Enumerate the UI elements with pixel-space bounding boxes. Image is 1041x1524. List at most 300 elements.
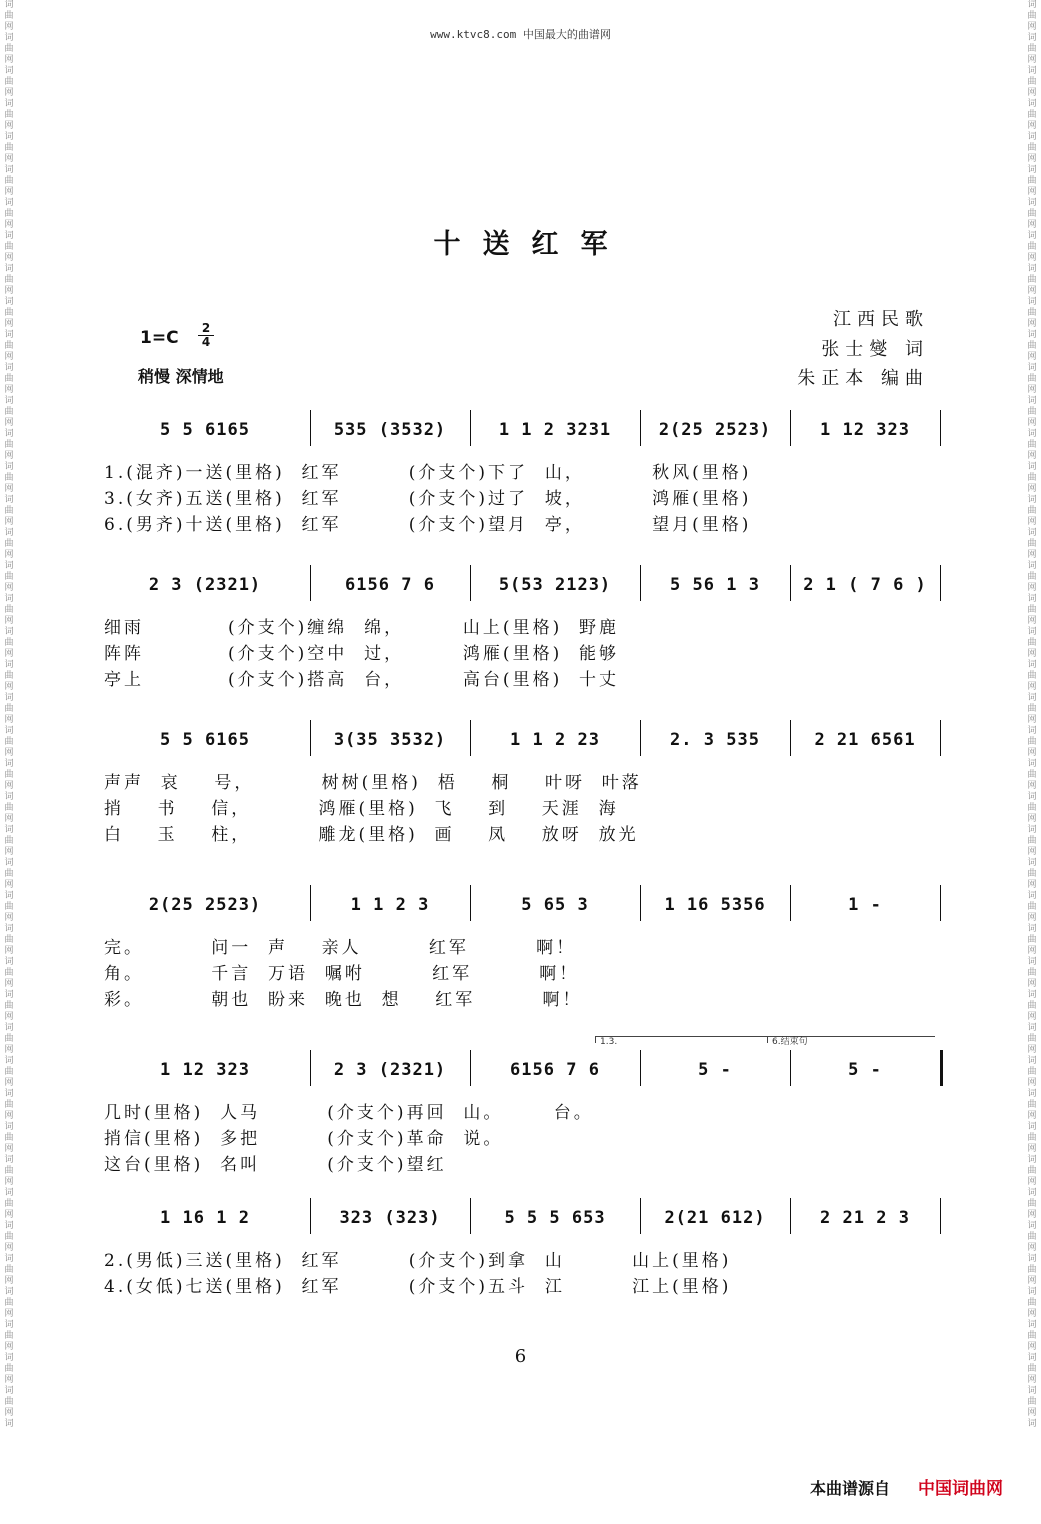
watermark-char: 词 bbox=[4, 462, 14, 472]
measure: 1 1 2 3 bbox=[350, 895, 430, 915]
watermark-char: 曲 bbox=[1027, 1001, 1037, 1011]
watermark-char: 网 bbox=[1027, 682, 1037, 692]
watermark-char: 网 bbox=[4, 550, 14, 560]
watermark-char: 词 bbox=[4, 396, 14, 406]
watermark-char: 网 bbox=[1027, 253, 1037, 263]
measure: 1 12 323 bbox=[160, 1060, 250, 1080]
watermark-char: 网 bbox=[4, 1111, 14, 1121]
watermark-char: 网 bbox=[1027, 847, 1037, 857]
watermark-char: 词 bbox=[1027, 1221, 1037, 1231]
watermark-char: 网 bbox=[1027, 286, 1037, 296]
watermark-char: 曲 bbox=[1027, 836, 1037, 846]
watermark-char: 词 bbox=[1027, 1353, 1037, 1363]
barline bbox=[940, 885, 941, 921]
watermark-char: 网 bbox=[4, 748, 14, 758]
watermark-char: 曲 bbox=[4, 935, 14, 945]
watermark-char: 网 bbox=[1027, 418, 1037, 428]
measure: 2. 3 535 bbox=[670, 730, 760, 750]
watermark-char: 词 bbox=[1027, 792, 1037, 802]
watermark-char: 词 bbox=[1027, 1188, 1037, 1198]
watermark-char: 曲 bbox=[1027, 737, 1037, 747]
barline bbox=[790, 1050, 791, 1086]
watermark-char: 词 bbox=[4, 1089, 14, 1099]
watermark-char: 网 bbox=[1027, 550, 1037, 560]
watermark-char: 词 bbox=[1027, 363, 1037, 373]
barline bbox=[310, 1050, 311, 1086]
measure: 5 65 3 bbox=[521, 895, 589, 915]
watermark-char: 词 bbox=[4, 561, 14, 571]
watermark-char: 网 bbox=[1027, 1144, 1037, 1154]
watermark-char: 网 bbox=[1027, 187, 1037, 197]
barline bbox=[640, 1198, 641, 1234]
watermark-char: 曲 bbox=[4, 242, 14, 252]
watermark-char: 网 bbox=[4, 286, 14, 296]
watermark-char: 网 bbox=[1027, 22, 1037, 32]
measure: 2(25 2523) bbox=[658, 420, 772, 440]
lyric-line: 3.(女齐)五送(里格) 红军 (介支个)过了 坡， 鸿雁(里格) bbox=[104, 489, 752, 509]
measure: 3(35 3532) bbox=[333, 730, 447, 750]
watermark-char: 曲 bbox=[1027, 1331, 1037, 1341]
key-signature: 1=C bbox=[140, 328, 179, 348]
measure: 2 3 (2321) bbox=[148, 575, 262, 595]
watermark-char: 网 bbox=[1027, 814, 1037, 824]
tempo-marking: 稍慢 深情地 bbox=[138, 367, 224, 386]
lyric-line: 6.(男齐)十送(里格) 红军 (介支个)望月 亭， 望月(里格) bbox=[104, 515, 752, 535]
watermark-char: 网 bbox=[1027, 649, 1037, 659]
watermark-char: 曲 bbox=[4, 638, 14, 648]
watermark-char: 曲 bbox=[4, 473, 14, 483]
measure: 535 (3532) bbox=[333, 420, 447, 440]
barline bbox=[310, 885, 311, 921]
watermark-char: 词 bbox=[4, 132, 14, 142]
watermark-char: 词 bbox=[4, 726, 14, 736]
watermark-char: 词 bbox=[4, 1155, 14, 1165]
watermark-char: 词 bbox=[4, 330, 14, 340]
lyric-line: 2.(男低)三送(里格) 红军 (介支个)到拿 山 山上(里格) bbox=[104, 1251, 732, 1271]
watermark-char: 网 bbox=[1027, 1342, 1037, 1352]
watermark-char: 曲 bbox=[1027, 110, 1037, 120]
watermark-char: 网 bbox=[1027, 319, 1037, 329]
barline bbox=[790, 565, 791, 601]
site-header: www.ktvc8.com 中国最大的曲谱网 bbox=[430, 28, 611, 41]
credit-lyricist: 张士燮 词 bbox=[821, 339, 929, 360]
watermark-char: 曲 bbox=[4, 209, 14, 219]
watermark-char: 曲 bbox=[4, 407, 14, 417]
watermark-char: 词 bbox=[1027, 1320, 1037, 1330]
watermark-char: 曲 bbox=[1027, 1133, 1037, 1143]
measure: 5 5 6165 bbox=[160, 730, 250, 750]
barline bbox=[310, 1198, 311, 1234]
watermark-char: 词 bbox=[4, 1221, 14, 1231]
watermark-char: 词 bbox=[4, 924, 14, 934]
lyric-line: 捎信(里格) 多把 (介支个)革命 说。 bbox=[104, 1129, 504, 1149]
watermark-char: 曲 bbox=[4, 11, 14, 21]
watermark-char: 曲 bbox=[4, 143, 14, 153]
watermark-char: 词 bbox=[1027, 594, 1037, 604]
watermark-char: 曲 bbox=[4, 1331, 14, 1341]
watermark-char: 词 bbox=[1027, 297, 1037, 307]
watermark-char: 曲 bbox=[4, 836, 14, 846]
watermark-char: 曲 bbox=[1027, 803, 1037, 813]
watermark-char: 词 bbox=[1027, 858, 1037, 868]
watermark-char: 词 bbox=[4, 825, 14, 835]
watermark-char: 曲 bbox=[4, 572, 14, 582]
measure: 1 1 2 23 bbox=[510, 730, 600, 750]
watermark-char: 词 bbox=[4, 1023, 14, 1033]
watermark-char: 曲 bbox=[1027, 539, 1037, 549]
watermark-char: 曲 bbox=[1027, 1166, 1037, 1176]
notation-row bbox=[100, 410, 940, 450]
measure: 6156 7 6 bbox=[345, 575, 435, 595]
watermark-char: 曲 bbox=[1027, 11, 1037, 21]
watermark-char: 网 bbox=[1027, 616, 1037, 626]
watermark-char: 网 bbox=[4, 385, 14, 395]
watermark-char: 曲 bbox=[4, 44, 14, 54]
watermark-char: 曲 bbox=[4, 671, 14, 681]
watermark-char: 曲 bbox=[1027, 506, 1037, 516]
watermark-char: 网 bbox=[4, 649, 14, 659]
watermark-char: 词 bbox=[4, 627, 14, 637]
watermark-char: 网 bbox=[1027, 913, 1037, 923]
watermark-char: 词 bbox=[1027, 396, 1037, 406]
watermark-char: 词 bbox=[1027, 66, 1037, 76]
watermark-char: 曲 bbox=[4, 1397, 14, 1407]
watermark-char: 网 bbox=[4, 583, 14, 593]
watermark-char: 曲 bbox=[1027, 473, 1037, 483]
watermark-char: 网 bbox=[1027, 1408, 1037, 1418]
barline bbox=[470, 1198, 471, 1234]
watermark-char: 词 bbox=[4, 1287, 14, 1297]
measure: 5 - bbox=[848, 1060, 882, 1080]
watermark-char: 曲 bbox=[4, 803, 14, 813]
watermark-char: 曲 bbox=[4, 539, 14, 549]
watermark-char: 词 bbox=[1027, 759, 1037, 769]
watermark-char: 网 bbox=[4, 1276, 14, 1286]
watermark-char: 词 bbox=[1027, 165, 1037, 175]
watermark-char: 网 bbox=[1027, 781, 1037, 791]
watermark-char: 曲 bbox=[1027, 638, 1037, 648]
song-title: 十送红军 bbox=[433, 229, 630, 260]
measure: 5 5 5 653 bbox=[504, 1208, 606, 1228]
watermark-char: 网 bbox=[4, 1309, 14, 1319]
barline bbox=[640, 885, 641, 921]
watermark-char: 曲 bbox=[4, 1133, 14, 1143]
watermark-char: 曲 bbox=[4, 341, 14, 351]
watermark-char: 网 bbox=[4, 418, 14, 428]
watermark-char: 词 bbox=[4, 429, 14, 439]
watermark-char: 词 bbox=[1027, 924, 1037, 934]
volta-bracket: 1.3. bbox=[595, 1036, 770, 1043]
watermark-char: 词 bbox=[4, 363, 14, 373]
watermark-char: 曲 bbox=[4, 77, 14, 87]
watermark-char: 词 bbox=[1027, 99, 1037, 109]
lyric-line: 亭上 (介支个)搭高 台， 高台(里格) 十丈 bbox=[104, 670, 620, 690]
watermark-char: 词 bbox=[1027, 462, 1037, 472]
watermark-char: 网 bbox=[1027, 154, 1037, 164]
watermark-char: 网 bbox=[4, 1177, 14, 1187]
watermark-char: 词 bbox=[4, 759, 14, 769]
lyric-line: 阵阵 (介支个)空中 过， 鸿雁(里格) 能够 bbox=[104, 644, 620, 664]
measure: 2 21 6561 bbox=[814, 730, 916, 750]
barline bbox=[940, 1050, 943, 1086]
watermark-char: 词 bbox=[4, 1056, 14, 1066]
watermark-char: 曲 bbox=[4, 506, 14, 516]
watermark-char: 网 bbox=[1027, 385, 1037, 395]
watermark-char: 曲 bbox=[1027, 968, 1037, 978]
watermark-char: 词 bbox=[1027, 1056, 1037, 1066]
watermark-char: 词 bbox=[4, 1386, 14, 1396]
watermark-char: 词 bbox=[1027, 990, 1037, 1000]
watermark-char: 曲 bbox=[1027, 44, 1037, 54]
watermark-char: 词 bbox=[1027, 1122, 1037, 1132]
watermark-char: 词 bbox=[1027, 660, 1037, 670]
watermark-char: 曲 bbox=[1027, 1364, 1037, 1374]
source-site-link[interactable]: 中国词曲网 bbox=[918, 1479, 1003, 1499]
watermark-char: 曲 bbox=[4, 1067, 14, 1077]
watermark-char: 词 bbox=[1027, 0, 1037, 10]
barline bbox=[790, 885, 791, 921]
watermark-char: 词 bbox=[4, 1122, 14, 1132]
lyric-line: 完。 问一 声 亲人 红军 啊！ bbox=[104, 938, 577, 958]
watermark-char: 曲 bbox=[4, 704, 14, 714]
watermark-char: 曲 bbox=[1027, 209, 1037, 219]
lyric-line: 声声 哀 号， 树树(里格) 梧 桐 叶呀 叶落 bbox=[104, 773, 642, 793]
barline bbox=[310, 410, 311, 446]
watermark-char: 词 bbox=[4, 792, 14, 802]
watermark-char: 词 bbox=[1027, 561, 1037, 571]
watermark-char: 网 bbox=[4, 1243, 14, 1253]
watermark-char: 曲 bbox=[4, 1298, 14, 1308]
barline bbox=[640, 410, 641, 446]
watermark-char: 曲 bbox=[4, 275, 14, 285]
watermark-char: 曲 bbox=[4, 1166, 14, 1176]
measure: 1 12 323 bbox=[820, 420, 910, 440]
measure: 1 16 1 2 bbox=[160, 1208, 250, 1228]
watermark-char: 曲 bbox=[4, 968, 14, 978]
watermark-char: 网 bbox=[4, 352, 14, 362]
lyric-line: 角。 千言 万语 嘱咐 红军 啊！ bbox=[104, 964, 580, 984]
watermark-char: 曲 bbox=[4, 869, 14, 879]
measure: 2 3 (2321) bbox=[333, 1060, 447, 1080]
watermark-char: 网 bbox=[1027, 880, 1037, 890]
watermark-char: 网 bbox=[4, 1078, 14, 1088]
watermark-char: 网 bbox=[1027, 88, 1037, 98]
watermark-char: 网 bbox=[4, 220, 14, 230]
notation-row bbox=[100, 1037, 940, 1090]
measure: 1 16 5356 bbox=[664, 895, 766, 915]
watermark-char: 网 bbox=[4, 946, 14, 956]
watermark-char: 网 bbox=[4, 451, 14, 461]
watermark-char: 曲 bbox=[1027, 1298, 1037, 1308]
watermark-char: 词 bbox=[1027, 726, 1037, 736]
watermark-char: 曲 bbox=[1027, 275, 1037, 285]
watermark-char: 曲 bbox=[4, 1034, 14, 1044]
barline bbox=[940, 410, 941, 446]
barline bbox=[310, 565, 311, 601]
watermark-char: 曲 bbox=[1027, 902, 1037, 912]
watermark-char: 词 bbox=[4, 1419, 14, 1429]
notation-row bbox=[100, 720, 940, 760]
watermark-char: 词 bbox=[1027, 627, 1037, 637]
watermark-char: 词 bbox=[1027, 693, 1037, 703]
watermark-char: 词 bbox=[1027, 957, 1037, 967]
watermark-char: 网 bbox=[4, 979, 14, 989]
watermark-char: 网 bbox=[1027, 451, 1037, 461]
watermark-char: 词 bbox=[4, 297, 14, 307]
watermark-char: 网 bbox=[4, 1045, 14, 1055]
watermark-char: 词 bbox=[4, 231, 14, 241]
watermark-char: 词 bbox=[4, 1320, 14, 1330]
watermark-char: 网 bbox=[4, 187, 14, 197]
barline bbox=[640, 720, 641, 756]
watermark-char: 词 bbox=[4, 264, 14, 274]
watermark-char: 网 bbox=[4, 913, 14, 923]
watermark-char: 网 bbox=[4, 880, 14, 890]
watermark-char: 曲 bbox=[1027, 176, 1037, 186]
watermark-char: 网 bbox=[4, 55, 14, 65]
watermark-char: 网 bbox=[1027, 1177, 1037, 1187]
watermark-char: 网 bbox=[4, 22, 14, 32]
watermark-char: 网 bbox=[4, 715, 14, 725]
barline bbox=[940, 1198, 941, 1234]
watermark-char: 词 bbox=[4, 990, 14, 1000]
measure: 2(21 612) bbox=[664, 1208, 766, 1228]
watermark-char: 网 bbox=[1027, 1276, 1037, 1286]
watermark-char: 网 bbox=[1027, 979, 1037, 989]
watermark-char: 曲 bbox=[1027, 671, 1037, 681]
measure: 5 - bbox=[698, 1060, 732, 1080]
measure: 6156 7 6 bbox=[510, 1060, 600, 1080]
watermark-char: 词 bbox=[1027, 495, 1037, 505]
watermark-char: 词 bbox=[1027, 1254, 1037, 1264]
barline bbox=[790, 410, 791, 446]
barline bbox=[790, 1198, 791, 1234]
watermark-char: 网 bbox=[1027, 1243, 1037, 1253]
barline bbox=[470, 885, 471, 921]
watermark-char: 网 bbox=[1027, 1078, 1037, 1088]
barline bbox=[640, 565, 641, 601]
watermark-char: 曲 bbox=[1027, 440, 1037, 450]
watermark-char: 词 bbox=[4, 528, 14, 538]
watermark-char: 网 bbox=[1027, 1375, 1037, 1385]
watermark-char: 曲 bbox=[1027, 308, 1037, 318]
watermark-char: 网 bbox=[1027, 484, 1037, 494]
watermark-char: 曲 bbox=[1027, 869, 1037, 879]
watermark-char: 词 bbox=[4, 693, 14, 703]
lyric-line: 捎 书 信， 鸿雁(里格) 飞 到 天涯 海 bbox=[104, 799, 619, 819]
watermark-char: 曲 bbox=[1027, 1232, 1037, 1242]
watermark-char: 曲 bbox=[1027, 770, 1037, 780]
barline bbox=[940, 720, 941, 756]
watermark-char: 词 bbox=[4, 660, 14, 670]
watermark-char: 词 bbox=[4, 957, 14, 967]
watermark-char: 词 bbox=[1027, 231, 1037, 241]
watermark-char: 网 bbox=[4, 319, 14, 329]
measure: 2 21 2 3 bbox=[820, 1208, 910, 1228]
watermark-char: 曲 bbox=[4, 1199, 14, 1209]
credit-arranger: 朱正本 编曲 bbox=[797, 368, 929, 389]
watermark-char: 词 bbox=[1027, 1023, 1037, 1033]
watermark-char: 词 bbox=[4, 66, 14, 76]
watermark-char: 网 bbox=[4, 1144, 14, 1154]
barline bbox=[470, 565, 471, 601]
measure: 5(53 2123) bbox=[498, 575, 612, 595]
watermark-char: 曲 bbox=[1027, 143, 1037, 153]
watermark-char: 词 bbox=[4, 165, 14, 175]
watermark-char: 网 bbox=[1027, 517, 1037, 527]
watermark-char: 词 bbox=[4, 198, 14, 208]
notation-row bbox=[100, 565, 940, 605]
watermark-char: 网 bbox=[1027, 1309, 1037, 1319]
watermark-char: 词 bbox=[4, 0, 14, 10]
watermark-char: 曲 bbox=[4, 770, 14, 780]
watermark-char: 曲 bbox=[1027, 935, 1037, 945]
watermark-char: 曲 bbox=[1027, 1397, 1037, 1407]
watermark-char: 曲 bbox=[4, 110, 14, 120]
watermark-char: 词 bbox=[1027, 1419, 1037, 1429]
watermark-char: 网 bbox=[4, 847, 14, 857]
watermark-char: 曲 bbox=[1027, 1265, 1037, 1275]
watermark-char: 曲 bbox=[4, 440, 14, 450]
watermark-char: 网 bbox=[1027, 121, 1037, 131]
lyric-line: 白 玉 柱， 雕龙(里格) 画 凤 放呀 放光 bbox=[104, 825, 639, 845]
watermark-char: 词 bbox=[1027, 1386, 1037, 1396]
notation-row bbox=[100, 885, 940, 925]
watermark-char: 网 bbox=[1027, 1045, 1037, 1055]
watermark-char: 曲 bbox=[4, 1364, 14, 1374]
notation-row bbox=[100, 1198, 940, 1238]
watermark-char: 网 bbox=[4, 1012, 14, 1022]
barline bbox=[790, 720, 791, 756]
watermark-char: 网 bbox=[1027, 1111, 1037, 1121]
watermark-char: 词 bbox=[1027, 198, 1037, 208]
watermark-char: 词 bbox=[4, 99, 14, 109]
watermark-char: 曲 bbox=[4, 737, 14, 747]
barline bbox=[940, 565, 941, 601]
watermark-char: 曲 bbox=[4, 1232, 14, 1242]
watermark-char: 曲 bbox=[1027, 374, 1037, 384]
time-signature-bottom: 4 bbox=[198, 335, 214, 349]
lyric-line: 几时(里格) 人马 (介支个)再回 山。 台。 bbox=[104, 1103, 594, 1123]
page-number: 6 bbox=[514, 1346, 527, 1367]
measure: 5 5 6165 bbox=[160, 420, 250, 440]
watermark-char: 词 bbox=[4, 33, 14, 43]
watermark-char: 曲 bbox=[1027, 1100, 1037, 1110]
watermark-char: 网 bbox=[4, 154, 14, 164]
lyric-line: 这台(里格) 名叫 (介支个)望红 bbox=[104, 1155, 447, 1175]
watermark-char: 曲 bbox=[4, 605, 14, 615]
lyric-line: 4.(女低)七送(里格) 红军 (介支个)五斗 江 江上(里格) bbox=[104, 1277, 732, 1297]
lyric-line: 彩。 朝也 盼来 晚也 想 红军 啊！ bbox=[104, 990, 583, 1010]
watermark-char: 词 bbox=[1027, 33, 1037, 43]
watermark-char: 网 bbox=[1027, 1012, 1037, 1022]
watermark-char: 网 bbox=[4, 253, 14, 263]
measure: 1 1 2 3231 bbox=[498, 420, 612, 440]
credit-origin: 江西民歌 bbox=[833, 309, 929, 330]
lyric-line: 细雨 (介支个)缠绵 绵， 山上(里格) 野鹿 bbox=[104, 618, 620, 638]
watermark-char: 曲 bbox=[1027, 407, 1037, 417]
watermark-char: 网 bbox=[4, 484, 14, 494]
watermark-char: 曲 bbox=[4, 374, 14, 384]
watermark-char: 曲 bbox=[4, 1001, 14, 1011]
watermark-char: 词 bbox=[1027, 264, 1037, 274]
watermark-char: 网 bbox=[4, 88, 14, 98]
watermark-char: 网 bbox=[4, 814, 14, 824]
watermark-char: 曲 bbox=[1027, 341, 1037, 351]
watermark-char: 网 bbox=[4, 1342, 14, 1352]
barline bbox=[640, 1050, 641, 1086]
watermark-char: 网 bbox=[4, 121, 14, 131]
